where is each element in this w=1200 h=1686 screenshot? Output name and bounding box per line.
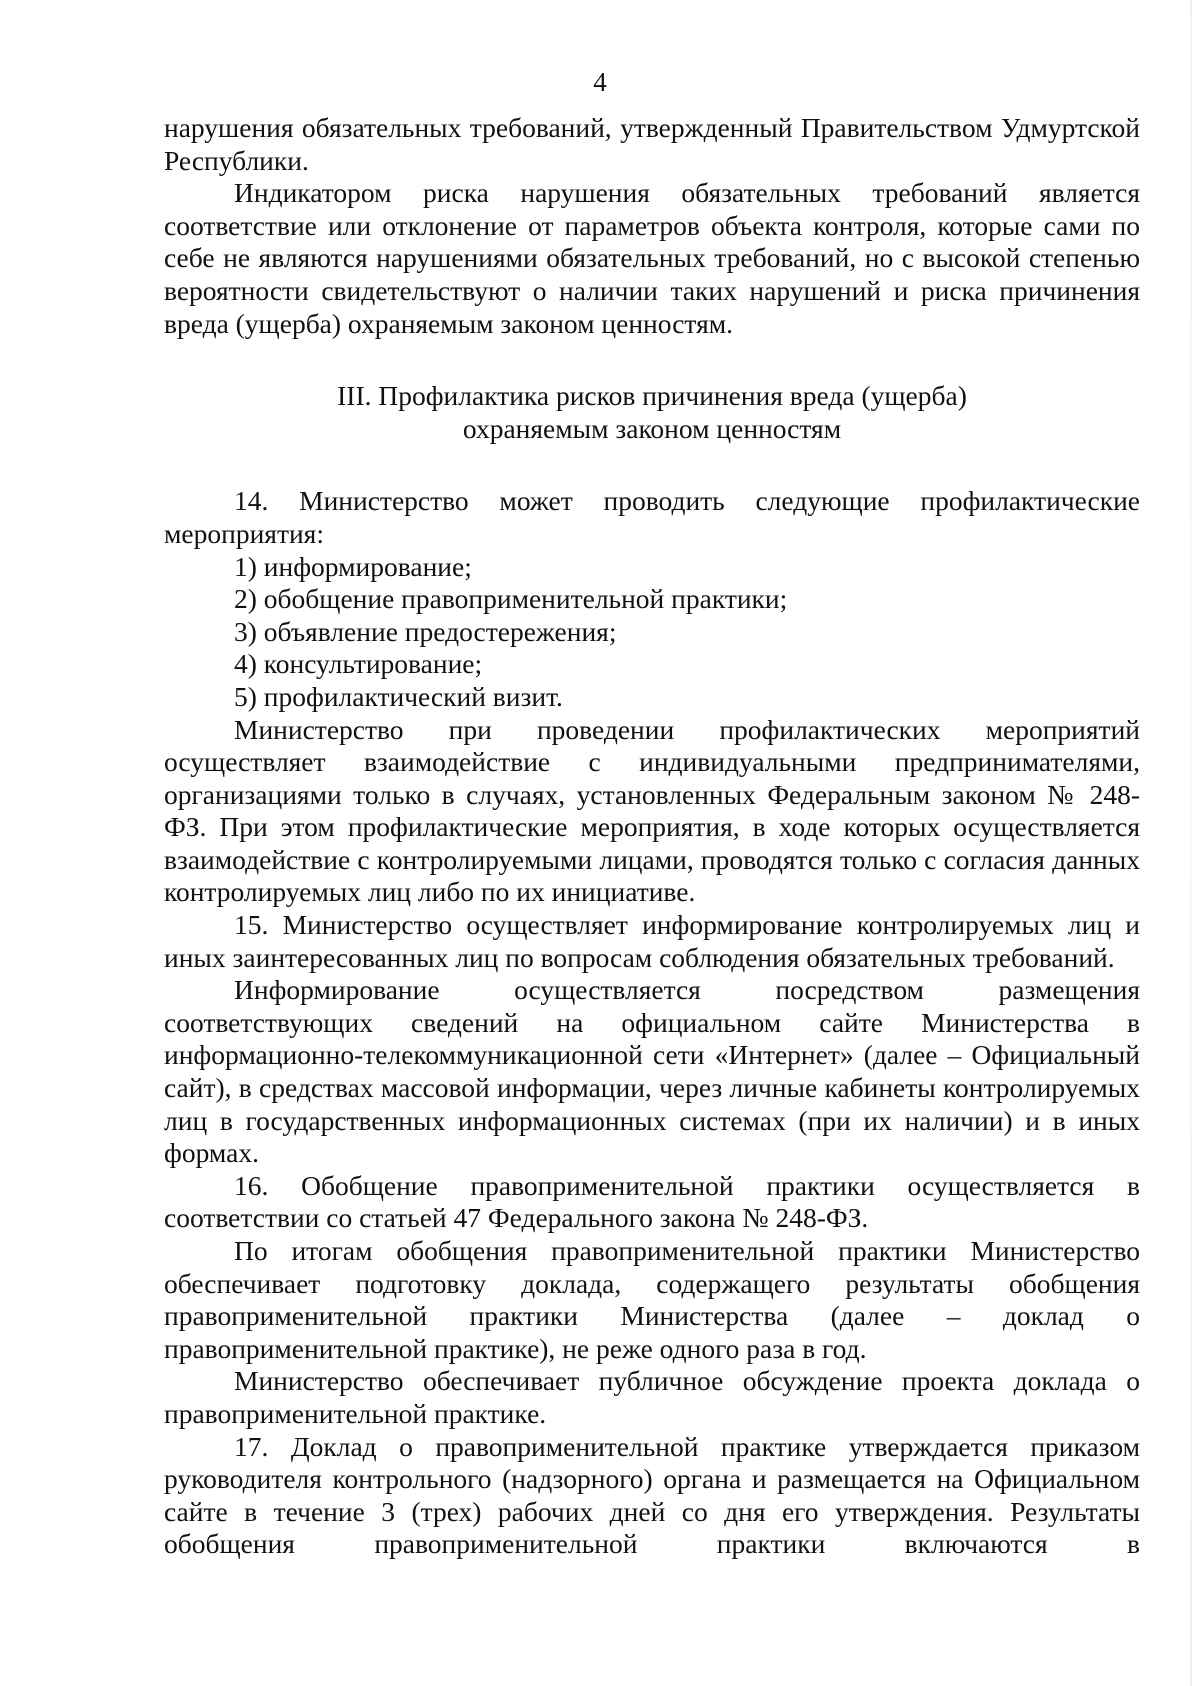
- list-item: 5) профилактический визит.: [234, 680, 563, 712]
- section-heading: [164, 380, 1140, 445]
- list-item: 4) консультирование;: [234, 648, 483, 680]
- paragraph-15-continuation: Информирование осуществляется посредством размещения соответствующих сведений на официальном сайте Министерства в информационно-телекоммуникационной сети «Интернет» (далее – Официальный сайт), в средствах массовой информации, через личные кабинеты контролируемых лиц в государственных информационных системах (при их наличии) и в иных формах.: [164, 974, 1140, 1169]
- section-heading-line-1: III. Профилактика рисков причинения вреда (ущерба): [337, 380, 967, 412]
- list-item: 1) информирование;: [234, 550, 472, 582]
- paragraph-risk-indicator: Индикатором риска нарушения обязательных требований является соответствие или отклонение от параметров объекта контроля, которые сами по себе не являются нарушениями обязательных требований, но с высокой степенью вероятности свидетельствуют о наличии таких нарушений и риска причинения вреда (ущерба) охраняемым законом ценностям.: [164, 177, 1140, 339]
- paragraph-15: 15. Министерство осуществляет информирование контролируемых лиц и иных заинтересованных лиц по вопросам соблюдения обязательных требований.: [164, 909, 1140, 973]
- paragraph-14: 14. Министерство может проводить следующие профилактические мероприятия:: [164, 485, 1140, 549]
- paragraph-17: 17. Доклад о правоприменительной практике утверждается приказом руководителя контрольного (надзорного) органа и размещается на Официальном сайте в течение 3 (трех) рабочих дней со дня его утверждения. Результаты обобщения правоприменительной практики включаются в: [164, 1430, 1140, 1560]
- list-item: 3) объявление предостережения;: [234, 615, 617, 647]
- paragraph-14-continuation: Министерство при проведении профилактических мероприятий осуществляет взаимодействие с индивидуальными предпринимателями, организациями только в случаях, установленных Федеральным законом № 248-ФЗ. При этом профилактические мероприятия, в ходе которых осуществляется взаимодействие с контролируемыми лицами, проводятся только с согласия данных контролируемых лиц либо по их инициативе.: [164, 713, 1140, 908]
- paragraph-16: 16. Обобщение правоприменительной практики осуществляется в соответствии со статьей 47 Федерального закона № 248-ФЗ.: [164, 1169, 1140, 1234]
- preventive-measures-list: [164, 551, 1140, 714]
- section-heading-line-2: охраняемым законом ценностям: [462, 412, 842, 444]
- paragraph-intro: нарушения обязательных требований, утвержденный Правительством Удмуртской Республики.: [164, 112, 1140, 176]
- paragraph-16-public-discussion: Министерство обеспечивает публичное обсуждение проекта доклада о правоприменительной практике.: [164, 1365, 1140, 1429]
- scan-edge-decoration: [1190, 0, 1192, 1686]
- document-body: [164, 112, 1140, 1561]
- page-number: 4: [593, 67, 607, 97]
- paragraph-16-continuation: По итогам обобщения правоприменительной практики Министерство обеспечивает подготовку доклада, содержащего результаты обобщения правоприменительной практики Министерства (далее – доклад о правоприменительной практике), не реже одного раза в год.: [164, 1235, 1140, 1364]
- list-item: 2) обобщение правоприменительной практики;: [234, 583, 788, 615]
